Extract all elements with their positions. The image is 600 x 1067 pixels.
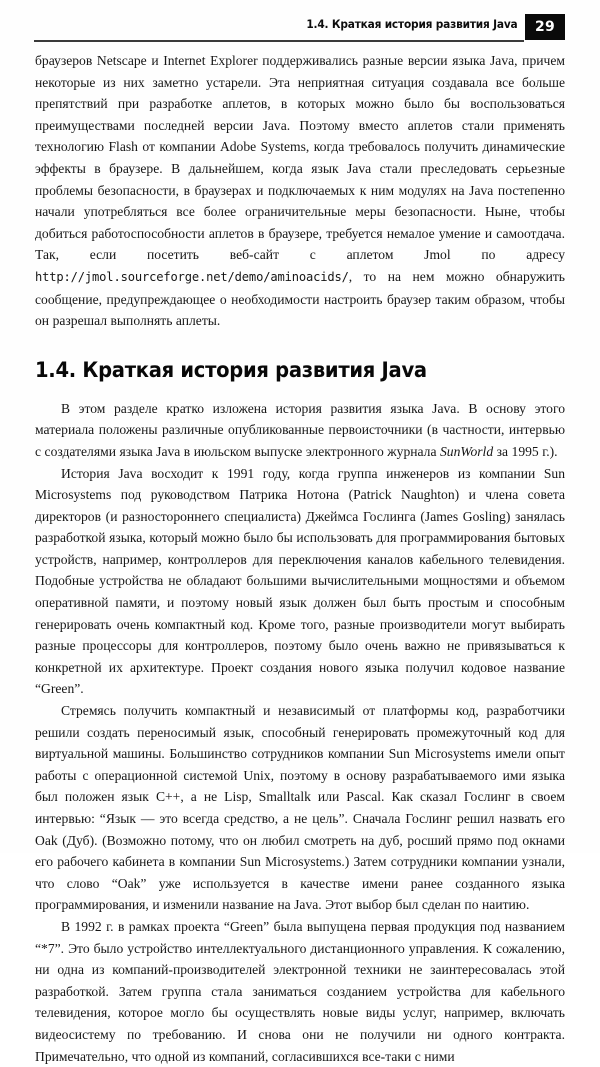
page-number-badge: 29 — [525, 14, 565, 40]
section-heading-block — [35, 358, 565, 382]
body-text-column — [35, 50, 565, 1067]
section-heading: 1.4. Краткая история развития Java — [35, 357, 427, 382]
paragraph-history: История Java восходит к 1991 году, когда группа инженеров из компании Sun Microsystems под руководством Патрика Нотона (Patrick Naughton) и члена совета директоров (и разностороннего специалиста) Джеймса Гослинга (James Gosling) занялась разработкой языка, который можно было бы использовать для программирования бытовых устройств, например, контроллеров для переключения каналов кабельного телевидения. Подобные устройства не обладают большими вычислительными мощностями и объемом оперативной памяти, и поэтому новый язык должен был быть простым и способным генерировать очень компактный код. Кроме того, разные производители могут выбирать разные процессоры для контроллеров, поэтому было очень важно не привязываться к конкретной их архитектуре. Проект создания нового языка получил кодовое название “Green”. — [35, 465, 565, 697]
paragraph-intro — [35, 398, 565, 463]
paragraph-portable-language: Стремясь получить компактный и независимый от платформы код, разработчики решили создать переносимый язык, способный генерировать промежуточный код для виртуальной машины. Большинство сотрудников компании Sun Microsystems имели опыт работы с операционной системой Unix, поэтому в основу разрабатываемого ими языка был положен язык C++, а не Lisp, Smalltalk или Pascal. Как сказал Гослинг в своем интервью: “Язык — это всегда средство, а не цель”. Сначала Гослинг решил назвать его Oak (Дуб). (Возможно потому, что он любил смотреть на дуб, росший прямо под окнами его рабочего кабинета в компании Sun Microsystems.) Затем сотрудники компании узнали, что слово “Oak” уже используется в качестве имени ранее созданного языка программирования, и изменили название на Java. Этот выбор был сделан по наитию. — [35, 703, 565, 913]
jmol-demo-url: http://jmol.sourceforge.net/demo/aminoacids/ — [35, 269, 349, 284]
paragraph-continued-lead: браузеров Netscape и Internet Explorer поддерживались разные версии языка Java, причем некоторые из них заметно устарели. Эта неприятная ситуация создавала все больше препятствий при разработке аплетов, в которых можно было бы воспользоваться преимуществами последней версии Java. Поэтому вместо аплетов стали применять технологию Flash от компании Adobe Systems, когда требовалось получить динамические эффекты в браузере. В дальнейшем, когда язык Java стали преследовать серьезные проблемы безопасности, в браузерах и подключаемых к ним модулях на Java постепенно начали употребляться все более ограничительные меры безопасности. Ныне, чтобы добиться работоспособности аплетов в браузере, требуется немалое умение и самоотдача. Так, если посетить веб-сайт с аплетом Jmol по адресу — [35, 53, 565, 263]
running-header — [35, 14, 565, 42]
running-header-title: 1.4. Краткая история развития Java — [305, 17, 517, 31]
paragraph-star7-product: В 1992 г. в рамках проекта “Green” была выпущена первая продукция под названием “*7”. Это было устройство интеллектуального дистанционного управления. К сожалению, ни одна из компаний-производителей электронной техники не заинтересовалась этой разработкой. Затем группа стала заниматься созданием устройства для кабельного телевидения, которое могло бы осуществлять новые виды услуг, например, включать видеосистему по требованию. И снова они не получили ни одного контракта. Примечательно, что одной из компаний, согласившихся все-таки с ними — [35, 918, 565, 1064]
sunworld-journal-name: SunWorld — [439, 443, 494, 459]
paragraph-intro-lead: В этом разделе кратко изложена история развития языка Java. В основу этого материала положены различные опубликованные первоисточники (в частности, интервью с создателями языка Java в июльском выпуске электронного журнала — [35, 400, 565, 459]
header-divider-rule — [34, 40, 524, 42]
paragraph-intro-tail: за 1995 г.). — [493, 443, 558, 459]
paragraph-continued — [35, 50, 565, 332]
paragraph-continued-tail: , то на нем можно обнаружить сообщение, предупреждающее о необходимости настроить браузер таким образом, чтобы он разрешал выполнять аплеты. — [35, 268, 565, 329]
